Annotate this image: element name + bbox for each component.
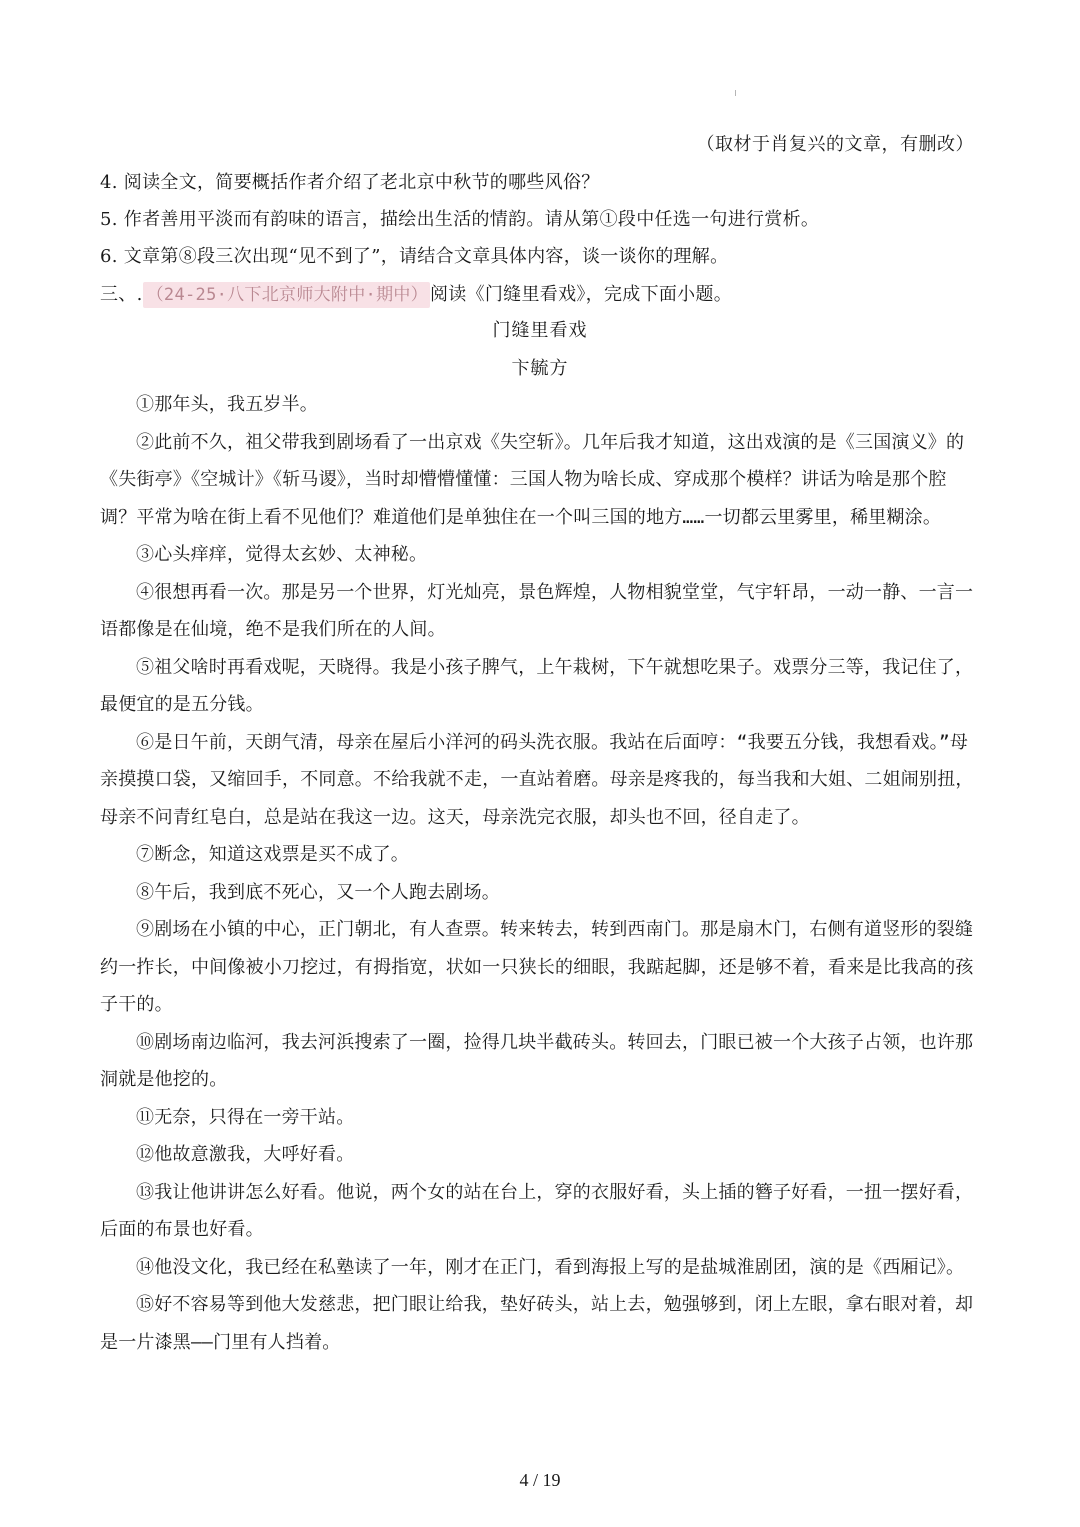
page-number: 4 / 19 [519, 1470, 561, 1490]
paragraph-2: ②此前不久，祖父带我到剧场看了一出京戏《失空斩》。几年后我才知道，这出戏演的是《三国演义》的《失街亭》《空城计》《斩马谡》，当时却懵懵懂懂：三国人物为啥长成、穿成那个模样？讲话为啥是那个腔调？平常为啥在街上看不见他们？难道他们是单独住在一个叫三国的地方……一切都云里雾里，稀里糊涂。 [100, 431, 965, 528]
question-5: 5. 作者善用平淡而有韵味的语言，描绘出生活的情韵。请从第①段中任选一句进行赏析。 [100, 209, 820, 230]
question-4: 4. 阅读全文，简要概括作者介绍了老北京中秋节的哪些风俗？ [100, 172, 600, 193]
paragraph-13: ⑬我让他讲讲怎么好看。他说，两个女的站在台上，穿的衣服好看，头上插的簪子好看，一扭一摆好看，后面的布景也好看。 [100, 1181, 974, 1240]
section-prefix: 三、. [100, 284, 143, 305]
paragraph-12: ⑫他故意激我，大呼好看。 [136, 1144, 355, 1165]
paragraph-7: ⑦断念，知道这戏票是买不成了。 [136, 844, 409, 865]
paragraph-9: ⑨剧场在小镇的中心，正门朝北，有人查票。转来转去，转到西南门。那是扇木门，右侧有道竖形的裂缝约一拃长，中间像被小刀挖过，有拇指宽，状如一只狭长的细眼，我踮起脚，还是够不着，看来是比我高的孩子干的。 [100, 919, 974, 1015]
paragraph-3: ③心头痒痒，觉得太玄妙、太神秘。 [136, 544, 428, 565]
article-title: 门缝里看戏 [492, 320, 588, 341]
section-heading [100, 280, 732, 306]
paragraph-1: ①那年头，我五岁半。 [136, 394, 318, 415]
source-note: （取材于肖复兴的文章，有删改） [696, 134, 974, 155]
article-author: 卞毓方 [511, 358, 569, 379]
source-tag: （24-25·八下北京师大附中·期中） [143, 282, 430, 308]
question-6: 6. 文章第⑧段三次出现“见不到了”，请结合文章具体内容，谈一谈你的理解。 [100, 246, 729, 267]
paragraph-14: ⑭他没文化，我已经在私塾读了一年，刚才在正门，看到海报上写的是盐城淮剧团，演的是《西厢记》。 [136, 1256, 965, 1278]
paragraph-8: ⑧午后，我到底不死心，又一个人跑去剧场。 [136, 881, 500, 903]
scan-mark [735, 90, 736, 96]
section-instruction: 阅读《门缝里看戏》，完成下面小题。 [429, 284, 733, 305]
paragraph-10: ⑩剧场南边临河，我去河浜搜索了一圈，捡得几块半截砖头。转回去，门眼已被一个大孩子占领，也许那洞就是他挖的。 [100, 1031, 974, 1090]
paragraph-15: ⑮好不容易等到他大发慈悲，把门眼让给我，垫好砖头，站上去，勉强够到，闭上左眼，拿右眼对着，却是一片漆黑——门里有人挡着。 [100, 1294, 974, 1353]
paragraph-4: ④很想再看一次。那是另一个世界，灯光灿亮，景色辉煌，人物相貌堂堂，气宇轩昂，一动一静、一言一语都像是在仙境，绝不是我们所在的人间。 [100, 581, 974, 640]
paragraph-5: ⑤祖父啥时再看戏呢，天晓得。我是小孩子脾气，上午栽树，下午就想吃果子。戏票分三等，我记住了，最便宜的是五分钱。 [100, 656, 974, 715]
paragraph-6: ⑥是日午前，天朗气清，母亲在屋后小洋河的码头洗衣服。我站在后面哼：“我要五分钱，我想看戏。”母亲摸摸口袋，又缩回手，不同意。不给我就不走，一直站着磨。母亲是疼我的，每当我和大姐、二姐闹别扭，母亲不问青红皂白，总是站在我这一边。这天，母亲洗完衣服，却头也不回，径自走了。 [100, 731, 974, 828]
article-body [100, 386, 980, 1361]
paragraph-11: ⑪无奈，只得在一旁干站。 [136, 1106, 355, 1128]
